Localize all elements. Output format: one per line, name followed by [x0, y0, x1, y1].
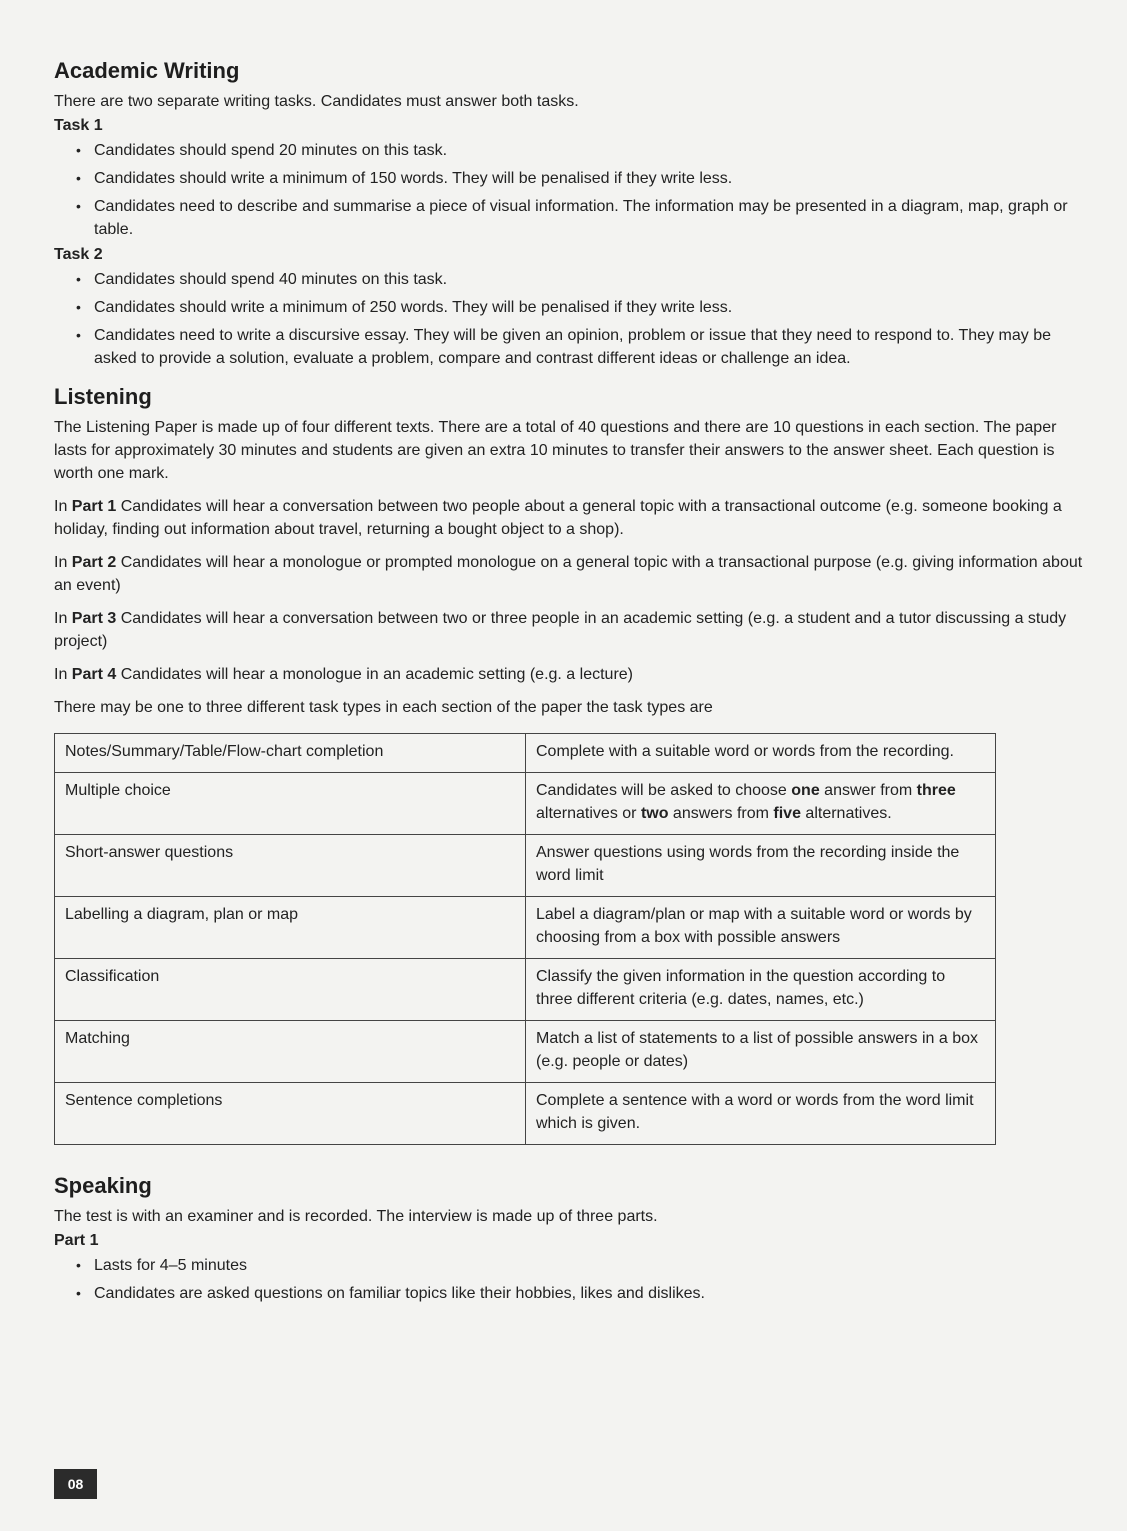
- table-row: [55, 773, 996, 835]
- listening-part: In Part 4 Candidates will hear a monologue in an academic setting (e.g. a lecture): [54, 666, 633, 683]
- bullet-icon: •: [76, 327, 81, 343]
- speaking-intro: The test is with an examiner and is recorded. The interview is made up of three parts.: [54, 1208, 658, 1225]
- bullet-icon: •: [76, 198, 81, 214]
- task-types-intro: There may be one to three different task types in each section of the paper the task types are: [54, 699, 713, 716]
- listening-part: In Part 1 Candidates will hear a conversation between two people about a general topic with a transactional outcome (e.g. someone booking a holiday, finding out information about travel, returning a bought object to a shop).: [54, 498, 1062, 538]
- task1-label: Task 1: [54, 117, 103, 134]
- task-type-cell: Short-answer questions: [55, 835, 526, 897]
- bullet-icon: •: [76, 1257, 81, 1273]
- task-type-cell: Matching: [55, 1021, 526, 1083]
- task-type-cell: Sentence completions: [55, 1083, 526, 1145]
- page-content: [54, 58, 1084, 1310]
- listening-section: [54, 384, 1084, 1145]
- speaking-section: [54, 1173, 1084, 1305]
- list-item: • Candidates should write a minimum of 150 words. They will be penalised if they write less.: [54, 167, 1084, 190]
- task-type-cell: Labelling a diagram, plan or map: [55, 897, 526, 959]
- task1-list: [54, 139, 1084, 241]
- bullet-icon: •: [76, 1285, 81, 1301]
- speaking-part1-label: Part 1: [54, 1232, 99, 1249]
- table-row: [55, 897, 996, 959]
- list-item: • Candidates are asked questions on familiar topics like their hobbies, likes and dislikes.: [54, 1282, 1084, 1305]
- task-types-table: [54, 733, 996, 1145]
- list-item: • Candidates should write a minimum of 250 words. They will be penalised if they write less.: [54, 296, 1084, 319]
- task-desc-cell: Complete a sentence with a word or words from the word limit which is given.: [526, 1083, 996, 1145]
- list-item: • Candidates need to describe and summarise a piece of visual information. The information may be presented in a diagram, map, graph or table.: [54, 195, 1084, 241]
- table-row: [55, 835, 996, 897]
- task-type-cell: Classification: [55, 959, 526, 1021]
- table-row: [55, 1021, 996, 1083]
- table-row: [55, 959, 996, 1021]
- task-desc-cell: Answer questions using words from the recording inside the word limit: [526, 835, 996, 897]
- page-number-badge: 08: [54, 1469, 97, 1499]
- list-item: • Candidates should spend 40 minutes on this task.: [54, 268, 1084, 291]
- listening-intro: The Listening Paper is made up of four different texts. There are a total of 40 questions and there are 10 questions in each section. The paper lasts for approximately 30 minutes and students are given an extra 10 minutes to transfer their answers to the answer sheet. Each question is worth one mark.: [54, 419, 1057, 482]
- speaking-part1-list: [54, 1254, 1084, 1305]
- task-desc-cell: Match a list of statements to a list of possible answers in a box (e.g. people or dates): [526, 1021, 996, 1083]
- task-desc-cell: Complete with a suitable word or words from the recording.: [526, 734, 996, 773]
- listening-part: In Part 2 Candidates will hear a monologue or prompted monologue on a general topic with a transactional purpose (e.g. giving information about an event): [54, 554, 1083, 594]
- speaking-heading: Speaking: [54, 1173, 152, 1198]
- task-type-cell: Multiple choice: [55, 773, 526, 835]
- list-item: • Candidates need to write a discursive essay. They will be given an opinion, problem or issue that they need to respond to. They may be asked to provide a solution, evaluate a problem, compare and contrast different ideas or challenge an idea.: [54, 324, 1084, 370]
- academic-writing-heading: Academic Writing: [54, 58, 240, 83]
- bullet-icon: •: [76, 142, 81, 158]
- task2-label: Task 2: [54, 246, 103, 263]
- academic-writing-section: [54, 58, 1084, 370]
- task-type-cell: Notes/Summary/Table/Flow-chart completion: [55, 734, 526, 773]
- task-desc-cell: Label a diagram/plan or map with a suitable word or words by choosing from a box with possible answers: [526, 897, 996, 959]
- list-item: • Lasts for 4–5 minutes: [54, 1254, 1084, 1277]
- bullet-icon: •: [76, 170, 81, 186]
- task2-list: [54, 268, 1084, 370]
- listening-part: In Part 3 Candidates will hear a conversation between two or three people in an academic setting (e.g. a student and a tutor discussing a study project): [54, 610, 1067, 650]
- table-row: [55, 734, 996, 773]
- academic-writing-intro: There are two separate writing tasks. Candidates must answer both tasks.: [54, 93, 579, 110]
- list-item: • Candidates should spend 20 minutes on this task.: [54, 139, 1084, 162]
- task-desc-cell: Candidates will be asked to choose one answer from three alternatives or two answers from five alternatives.: [526, 773, 996, 835]
- bullet-icon: •: [76, 271, 81, 287]
- table-row: [55, 1083, 996, 1145]
- task-desc-cell: Classify the given information in the question according to three different criteria (e.g. dates, names, etc.): [526, 959, 996, 1021]
- listening-heading: Listening: [54, 384, 152, 409]
- bullet-icon: •: [76, 299, 81, 315]
